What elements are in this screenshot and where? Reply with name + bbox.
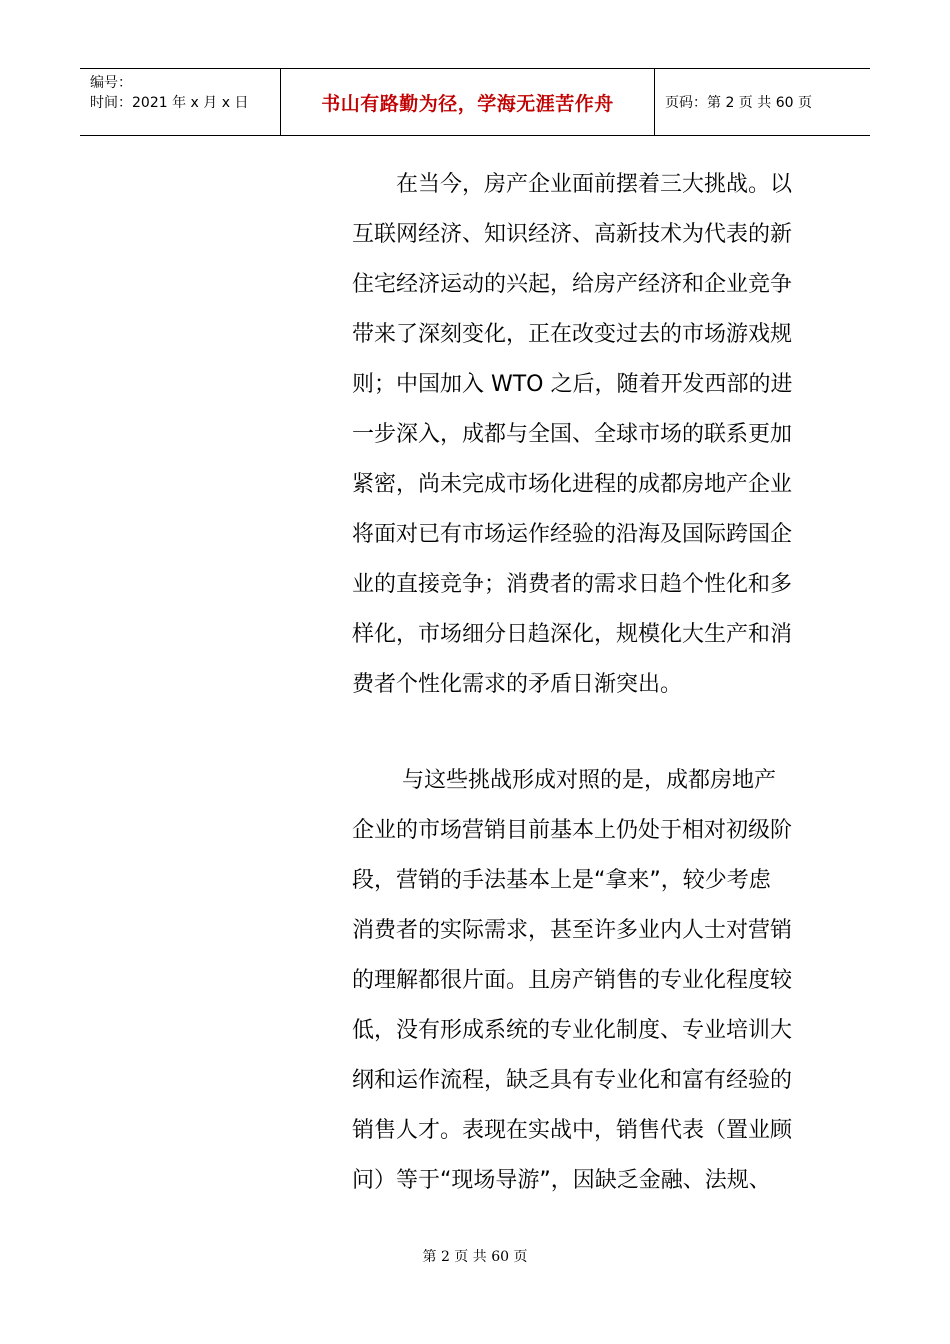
header-meta xyxy=(80,69,281,135)
paragraph-line: 样化，市场细分日趋深化，规模化大生产和消 xyxy=(352,622,793,647)
paragraph-line: 住宅经济运动的兴起，给房产经济和企业竞争 xyxy=(352,272,793,297)
paragraph-line: 在当今，房产企业面前摆着三大挑战。以 xyxy=(396,172,793,197)
paragraph-2 xyxy=(352,756,807,1206)
paragraph-line: 业的直接竞争；消费者的需求日趋个性化和多 xyxy=(352,572,793,597)
paragraph-line: 销售人才。表现在实战中，销售代表（置业顾 xyxy=(352,1118,793,1143)
paragraph-line: 与这些挑战形成对照的是，成都房地产 xyxy=(402,768,777,793)
paragraph-line: 企业的市场营销目前基本上仍处于相对初级阶 xyxy=(352,818,793,843)
document-number: 编号： xyxy=(90,75,132,91)
header-page-number: 页码：第 2 页 共 60 页 xyxy=(665,95,812,111)
paragraph-line: 带来了深刻变化，正在改变过去的市场游戏规 xyxy=(352,322,793,347)
paragraph-line: 费者个性化需求的矛盾日渐突出。 xyxy=(352,672,683,697)
paragraph-line: 将面对已有市场运作经验的沿海及国际跨国企 xyxy=(352,522,793,547)
page-footer: 第 2 页 共 60 页 xyxy=(422,1249,528,1265)
paragraph-1 xyxy=(352,160,807,710)
paragraph-line: 的理解都很片面。且房产销售的专业化程度较 xyxy=(352,968,793,993)
paragraph-line: 问）等于“现场导游”，因缺乏金融、法规、 xyxy=(352,1168,771,1193)
paragraph-line: 消费者的实际需求，甚至许多业内人士对营销 xyxy=(352,918,793,943)
document-date: 时间：2021 年 x 月 x 日 xyxy=(90,95,249,111)
paragraph-line: 一步深入，成都与全国、全球市场的联系更加 xyxy=(352,422,793,447)
paragraph-line: 段，营销的手法基本上是“拿来”，较少考虑 xyxy=(352,868,771,893)
page-header xyxy=(80,68,870,136)
paragraph-line: 纲和运作流程，缺乏具有专业化和富有经验的 xyxy=(352,1068,793,1093)
header-motto: 书山有路勤为径，学海无涯苦作舟 xyxy=(281,69,655,135)
paragraph-line: 低，没有形成系统的专业化制度、专业培训大 xyxy=(352,1018,793,1043)
paragraph-line: 紧密，尚未完成市场化进程的成都房地产企业 xyxy=(352,472,793,497)
paragraph-line: 则；中国加入 WTO 之后，随着开发西部的进 xyxy=(352,372,793,397)
paragraph-line: 互联网经济、知识经济、高新技术为代表的新 xyxy=(352,222,793,247)
